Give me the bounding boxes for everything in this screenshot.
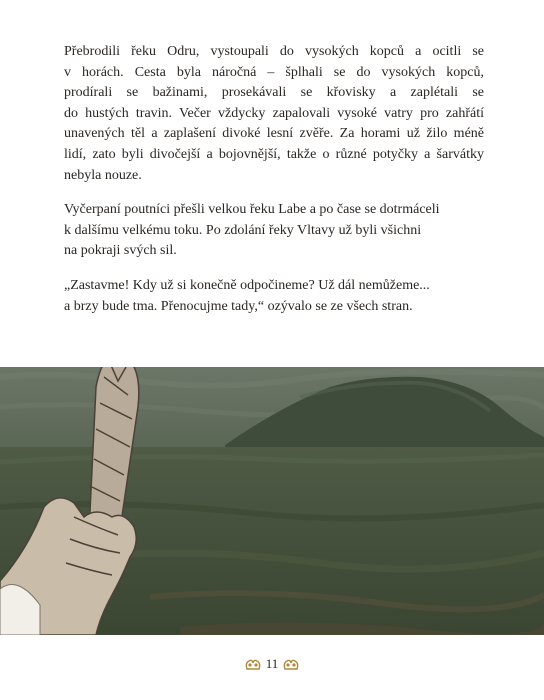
text-line: lidí, zato byli divočejší a bojovnější, takže o různé potyčky a šarvátky bbox=[64, 146, 484, 162]
text-line: nebyla nouze. bbox=[64, 167, 142, 183]
paragraph-3 bbox=[64, 276, 484, 317]
text-line: a brzy bude tma. Přenocujme tady,“ ozývalo se ze všech stran. bbox=[64, 298, 413, 314]
page-footer bbox=[0, 656, 544, 672]
paragraph-2 bbox=[64, 200, 484, 262]
text-line: „Zastavme! Kdy už si konečně odpočineme? Už dál nemůžeme... bbox=[64, 277, 430, 293]
text-line: Přebrodili řeku Odru, vystoupali do vysokých kopců a ocitli se bbox=[64, 44, 484, 59]
text-line: prodírali se bažinami, prosekávali se křovisky a zaplétali se bbox=[64, 85, 484, 101]
scroll-ornament-icon bbox=[283, 657, 299, 671]
text-line: do hustých travin. Večer vždycky zapalovali vysoké vatry pro zahřátí bbox=[64, 105, 484, 121]
paragraph-1 bbox=[64, 42, 484, 186]
text-line: unavených těl a zaplašení divoké lesní zvěře. Za horami už žilo méně bbox=[64, 126, 484, 142]
text-line: Vyčerpaní poutníci přešli velkou řeku Labe a po čase se dotrmáceli bbox=[64, 202, 440, 218]
story-text bbox=[64, 42, 484, 331]
text-line: v horách. Cesta byla náročná – šplhali se do vysokých kopců, bbox=[64, 64, 484, 80]
page-number: 11 bbox=[265, 656, 279, 671]
text-line: k dalšímu velkému toku. Po zdolání řeky Vltavy už byli všichni bbox=[64, 222, 422, 238]
text-line: na pokraji svých sil. bbox=[64, 243, 177, 259]
scroll-ornament-icon bbox=[245, 657, 261, 671]
landscape-illustration bbox=[0, 367, 544, 635]
